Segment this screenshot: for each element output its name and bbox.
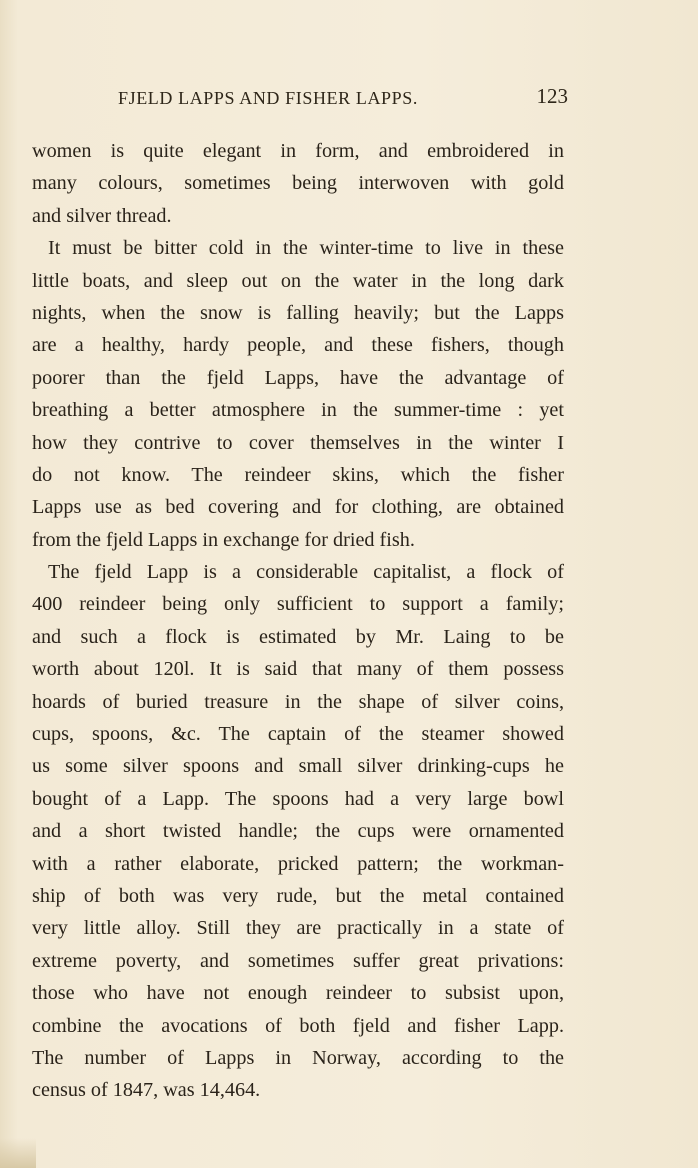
text-line: worth about 120l. It is said that many of them possess [32,658,564,681]
text-line: Lapps use as bed covering and for clothing, are obtained [32,496,564,519]
text-line: us some silver spoons and small silver drinking-cups he [32,755,564,778]
text-line: and a short twisted handle; the cups were ornamented [32,820,564,843]
text-line: It must be bitter cold in the winter-time to live in these [48,237,564,260]
text-line: hoards of buried treasure in the shape of silver coins, [32,690,564,713]
text-line: breathing a better atmosphere in the summer-time : yet [32,399,564,422]
running-head: FJELD LAPPS AND FISHER LAPPS. [118,88,418,108]
text-line: do not know. The reindeer skins, which the fisher [32,463,564,486]
text-line: from the fjeld Lapps in exchange for dried fish. [32,528,415,551]
text-line: 400 reindeer being only sufficient to support a family; [32,593,564,616]
text-line: and silver thread. [32,204,172,227]
text-line: those who have not enough reindeer to subsist upon, [32,982,564,1005]
text-line: many colours, sometimes being interwoven with gold [32,172,564,195]
text-line: little boats, and sleep out on the water in the long dark [32,269,564,292]
text-line: nights, when the snow is falling heavily; but the Lapps [32,301,564,324]
page-header [30,84,574,118]
text-line: The number of Lapps in Norway, according to the [32,1046,564,1069]
body-text [32,135,564,1107]
text-line: bought of a Lapp. The spoons had a very large bowl [32,787,564,810]
text-line: women is quite elegant in form, and embroidered in [32,140,564,162]
text-line: extreme poverty, and sometimes suffer great privations: [32,949,564,972]
text-line: very little alloy. Still they are practically in a state of [32,917,564,940]
page-number: 123 [536,84,568,108]
text-line: are a healthy, hardy people, and these fishers, though [32,334,564,357]
text-line: The fjeld Lapp is a considerable capitalist, a flock of [48,561,564,584]
text-line: combine the avocations of both fjeld and fisher Lapp. [32,1014,564,1037]
text-line: with a rather elaborate, pricked pattern; the workman- [32,852,564,875]
text-line: cups, spoons, &c. The captain of the steamer showed [32,723,564,746]
text-line: census of 1847, was 14,464. [32,1079,261,1102]
text-line: poorer than the fjeld Lapps, have the advantage of [32,366,564,389]
text-line: and such a flock is estimated by Mr. Laing to be [32,625,564,648]
text-line: how they contrive to cover themselves in the winter I [32,431,564,454]
page-edge-shadow [0,1138,36,1168]
text-line: ship of both was very rude, but the metal contained [32,884,564,907]
